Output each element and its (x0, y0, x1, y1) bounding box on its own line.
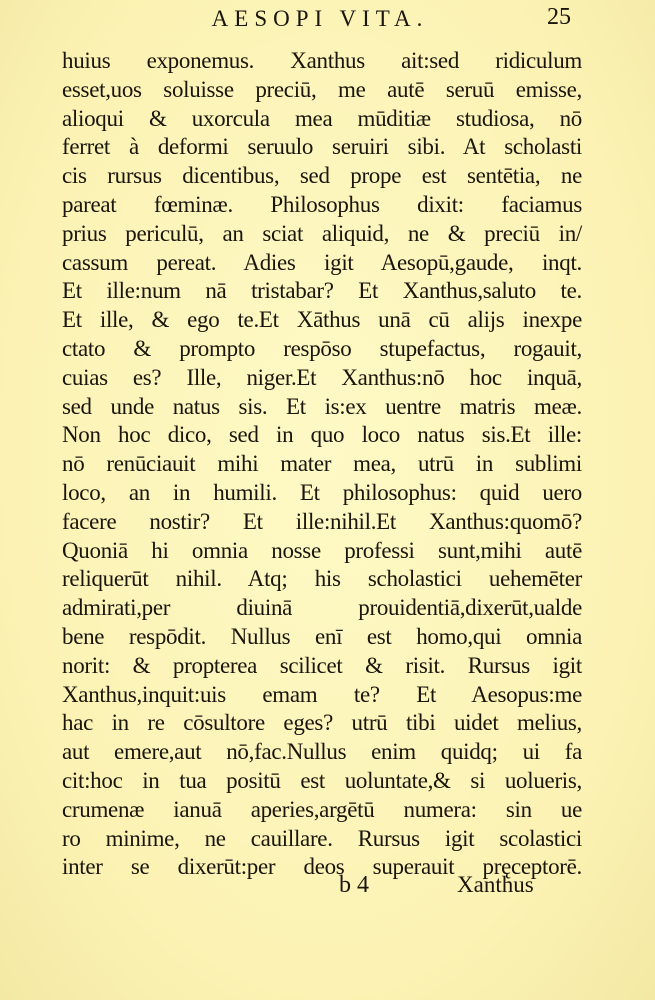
text-line: Et ille, & ego te.Et Xāthus unā cū alijs inexpe (62, 307, 582, 333)
text-line: pareat fœminæ. Philosophus dixit: faciamus (62, 191, 582, 217)
text-line: reliquerūt nihil. Atq; his scholastici uehemēter (62, 566, 582, 592)
text-line: Et ille:num nā tristabar? Et Xanthus,saluto te. (62, 278, 582, 304)
text-line: huius exponemus. Xanthus ait:sed ridiculum (62, 48, 582, 73)
text-line: norit: & propterea scilicet & risit. Rursus igit (62, 652, 582, 678)
text-line: aut emere,aut nō,fac.Nullus enim quidq; ui fa (62, 739, 582, 765)
text-line: ro minime, ne cauillare. Rursus igit scolastici (62, 825, 582, 851)
text-line: cit:hoc in tua positū est uoluntate,& si uolueris, (62, 767, 582, 793)
running-title: AESOPI VITA. (211, 6, 429, 31)
text-line: inter se dixerūt:per deos superauit pręceptorē. (62, 854, 582, 880)
text-line: Xanthus,inquit:uis emam te? Et Aesopus:me (62, 681, 582, 707)
signature-mark: b 4 (339, 872, 369, 898)
page-number: 25 (547, 4, 571, 30)
catchword: Xanthus (457, 872, 534, 897)
text-line: cassum pereat. Adies igit Aesopū,gaude, inqt. (62, 249, 582, 275)
text-line: nō renūciauit mihi mater mea, utrū in sublimi (62, 451, 582, 477)
text-line: facere nostir? Et ille:nihil.Et Xanthus:quomō? (62, 508, 582, 534)
text-line: loco, an in humili. Et philosophus: quid uero (62, 479, 582, 505)
text-line: Quoniā hi omnia nosse professi sunt,mihi autē (62, 537, 582, 563)
text-line: cuias es? Ille, niger.Et Xanthus:nō hoc inquā, (62, 364, 582, 390)
text-line: crumenæ ianuā aperies,argētū numera: sin ue (62, 796, 582, 822)
text-line: bene respōdit. Nullus enī est homo,qui omnia (62, 623, 582, 649)
body-text (62, 47, 582, 882)
text-line: admirati,per diuinā prouidentiā,dixerūt,ualde (62, 595, 582, 621)
text-line: sed unde natus sis. Et is:ex uentre matris meæ. (62, 393, 582, 419)
text-line: Non hoc dico, sed in quo loco natus sis.Et ille: (62, 422, 582, 448)
text-line: alioqui & uxorcula mea mūditiæ studiosa, nō (62, 105, 582, 131)
text-line: ferret à deformi seruulo seruiri sibi. At scholasti (62, 134, 582, 160)
text-line: cis rursus dicentibus, sed prope est sentētia, ne (62, 163, 582, 189)
text-line: prius periculū, an sciat aliquid, ne & preciū in/ (62, 220, 582, 246)
text-line: ctato & prompto respōso stupefactus, rogauit, (62, 335, 582, 361)
text-line: esset,uos soluisse preciū, me autē seruū emisse, (62, 76, 582, 102)
text-line: hac in re cōsultore eges? utrū tibi uidet melius, (62, 710, 582, 736)
